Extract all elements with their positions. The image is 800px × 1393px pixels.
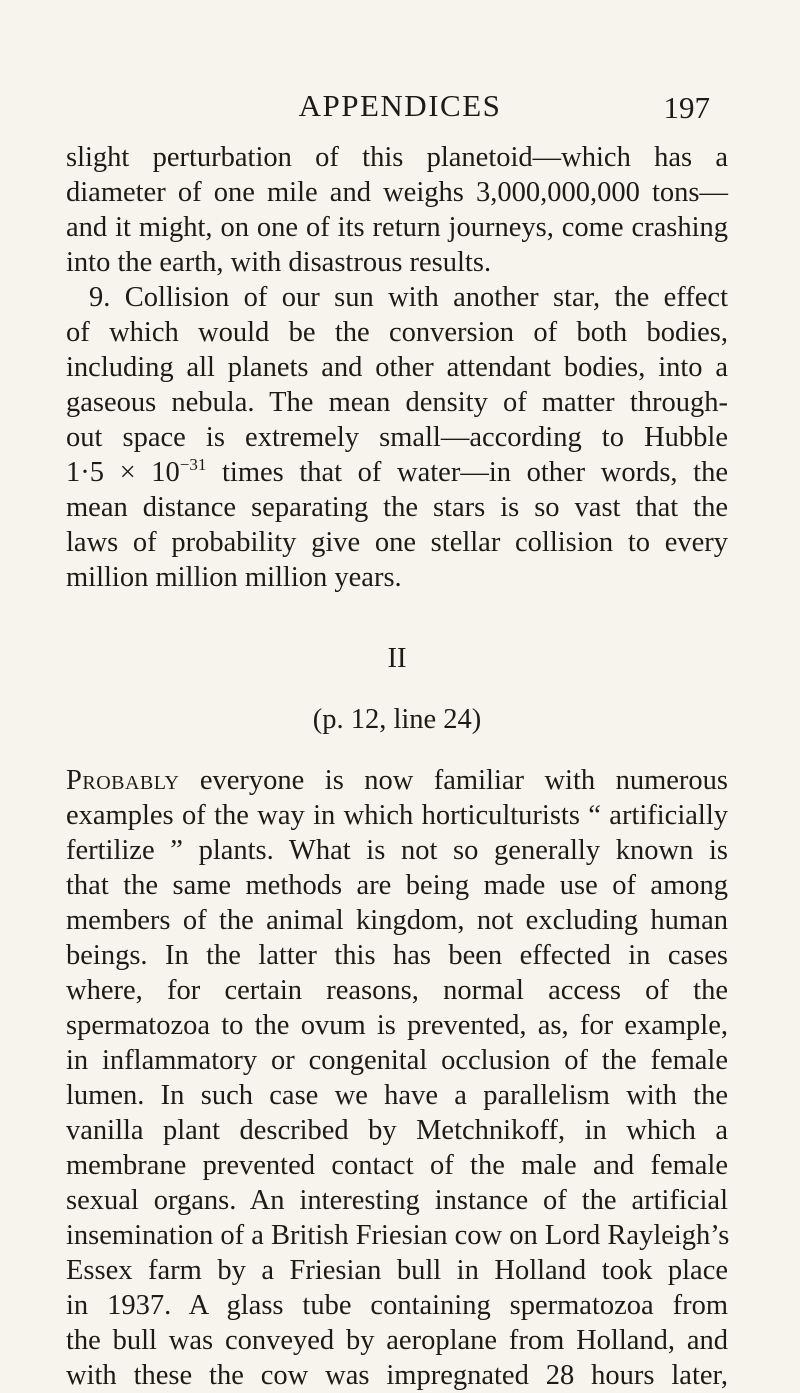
text-line: insemination of a British Friesian cow on Lord Rayleigh’s [66, 1220, 730, 1251]
text-line: gaseous nebula. The mean density of matter through- [66, 387, 728, 418]
text-line: slight perturbation of this planetoid—which has a [66, 142, 728, 173]
continued-paragraph [66, 140, 728, 280]
text-line: sexual organs. An interesting instance of the artificial [66, 1185, 728, 1216]
text-line: Essex farm by a Friesian bull in Holland took place [66, 1255, 728, 1286]
text-line: examples of the way in which horticulturists “ artificially [66, 800, 728, 831]
formula-line [66, 455, 728, 490]
section-number: II [387, 643, 407, 674]
page-number: 197 [663, 90, 710, 125]
text-line: spermatozoa to the ovum is prevented, as, for example, [66, 1010, 728, 1041]
text-line: membrane prevented contact of the male and female [66, 1150, 728, 1181]
formula-exponent: −31 [179, 455, 207, 474]
body-text [66, 140, 728, 1393]
text-line: members of the animal kingdom, not excluding human [66, 905, 728, 936]
text-line: beings. In the latter this has been effected in cases [66, 940, 728, 971]
text-line: out space is extremely small—according to Hubble [66, 422, 728, 453]
formula-base: 1·5 × 10 [66, 457, 180, 488]
section-reference: (p. 12, line 24) [312, 704, 482, 735]
text-line: in 1937. A glass tube containing spermatozoa from [66, 1290, 728, 1321]
text-line: million million million years. [66, 562, 402, 593]
text-line: and it might, on one of its return journeys, come crashing [66, 212, 728, 243]
text-line: where, for certain reasons, normal access of the [66, 975, 728, 1006]
text-line: that the same methods are being made use of among [66, 870, 728, 901]
text-line: diameter of one mile and weighs 3,000,000,000 tons— [66, 177, 728, 208]
text-line: in inflammatory or congenital occlusion of the female [66, 1045, 728, 1076]
first-text-line [66, 763, 728, 798]
text-line: including all planets and other attendant bodies, into a [66, 352, 728, 383]
running-head: APPENDICES [298, 88, 502, 123]
text-line: fertilize ” plants. What is not so generally known is [66, 835, 728, 866]
text-line: of which would be the conversion of both bodies, [66, 317, 728, 348]
text-line: 9. Collision of our sun with another star, the effect [89, 282, 728, 313]
text-line: into the earth, with disastrous results. [66, 247, 492, 278]
text-line: lumen. In such case we have a parallelism with the [66, 1080, 728, 1111]
text-line: mean distance separating the stars is so vast that the [66, 492, 728, 523]
text-line: vanilla plant described by Metchnikoff, in which a [66, 1115, 728, 1146]
text-line: the bull was conveyed by aeroplane from Holland, and [66, 1325, 728, 1356]
formula-rest: times that of water—in other words, the [206, 457, 728, 488]
item-9-paragraph [66, 280, 728, 595]
section-paragraph [66, 763, 728, 1393]
first-line-rest: everyone is now familiar with numerous [179, 765, 728, 796]
small-caps-opening: Probably [66, 765, 180, 796]
text-line: with these the cow was impregnated 28 hours later, [66, 1360, 728, 1391]
text-line: laws of probability give one stellar collision to every [66, 527, 728, 558]
